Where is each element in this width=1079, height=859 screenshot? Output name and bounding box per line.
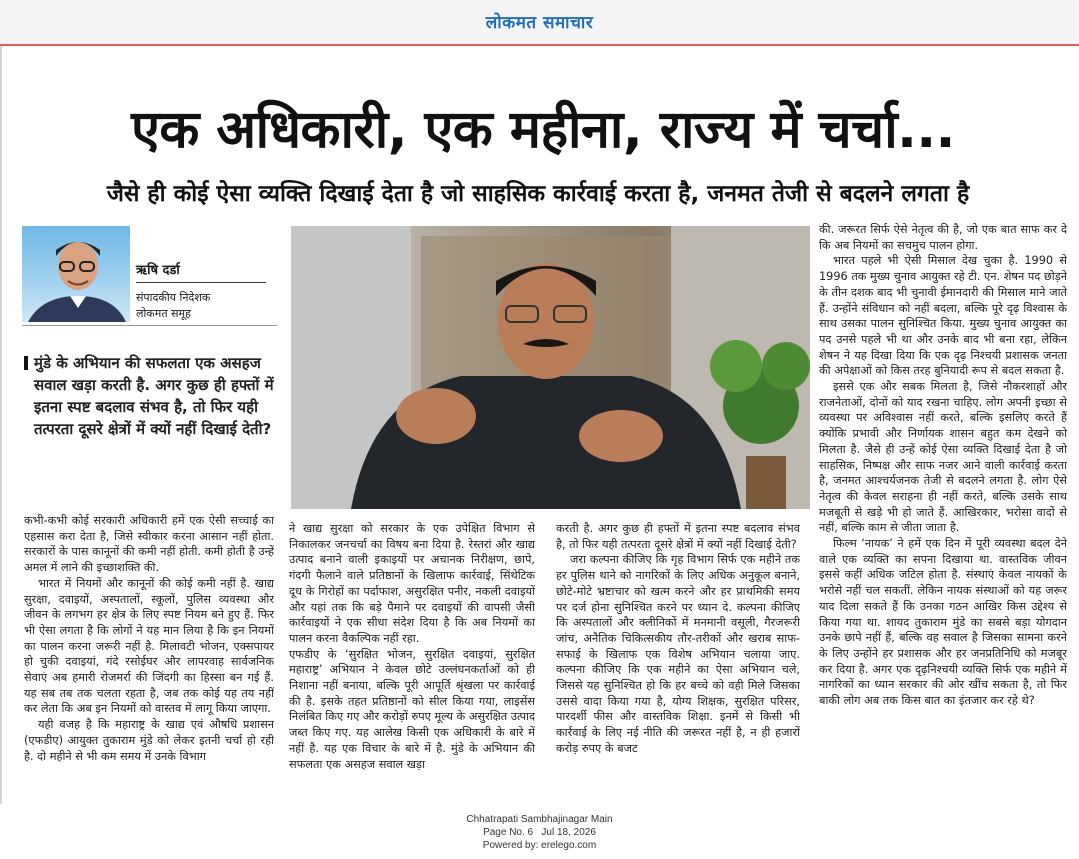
author-photo <box>22 226 130 322</box>
paragraph: ने खाद्य सुरक्षा को सरकार के एक उपेक्षित विभाग से निकालकर जनचर्चा का विषय बना दिया है. रेस्तरां और खाद्य उत्पाद बनाने वाली इकाइयों पर अचानक निरीक्षण, छापे, गंदगी फैलाने वाले प्रतिष्ठानों के खिलाफ कार्रवाई, सिंथेटिक दूध के गिरोहों का पर्दाफाश, असुरक्षित पनीर, नकली दवाइयों और यहां तक कि बड़े पैमाने पर दवाइयों की वापसी जैसी कार्रवाइयों ने एक सीधा संदेश दिया है कि अब नियमों का पालन करना वैकल्पिक नहीं रहा. <box>289 522 535 645</box>
paragraph: एफडीए के ‘सुरक्षित भोजन, सुरक्षित दवाइयां, सुरक्षित महाराष्ट्र’ अभियान ने केवल छोटे उल्लंघनकर्ताओं को ही निशाना नहीं बनाया, बल्कि पूरी आपूर्ति श्रृंखला पर कार्रवाई की है. इसके तहत प्रतिष्ठानों को सील किया गया, लाइसेंस निलंबित किए गए और करोड़ों रुपए मूल्य के असुरक्षित उत्पाद जब्त किए गए. यह आलेख किसी एक अधिकारी के बारे में नहीं है. यह एक विचार के बारे में है. मुंडे के अभियान की सफलता एक असहज सवाल खड़ा <box>289 647 535 771</box>
headline: एक अधिकारी, एक महीना, राज्य में चर्चा... <box>131 100 955 160</box>
paragraph: इससे एक और सबक मिलता है, जिसे नौकरशाहों और राजनेताओं, दोनों को याद रखना चाहिए. लोग अपनी इच्छा से व्यवस्था पर अविश्वास नहीं करते, बल्कि इसलिए करते हैं क्योंकि प्रभावी और निर्णायक शासन बहुत कम देखने को मिलता है. जैसे ही उन्हें कोई ऐसा व्यक्ति दिखाई देता है जो साहसिक, निष्पक्ष और साफ नजर आने वाली कार्रवाई करता है, जनमत आश्चर्यजनक तेजी से बदलने लगता है. लोग ऐसे नेतृत्व की केवल सराहना ही नहीं करते, बल्कि उसके साथ मजबूती से खड़े भी हो जाते हैं. आखिरकार, भरोसा वादों से नहीं, बल्कि काम से जीता जाता है. <box>819 380 1067 535</box>
pull-quote: मुंडे के अभियान की सफलता एक असहज सवाल खड़ा करती है. अगर कुछ ही हफ्तों में इतना स्पष्ट बदलाव संभव है, तो फिर यही तत्परता दूसरे क्षेत्रों में क्यों नहीं दिखाई देती? <box>34 354 274 438</box>
paragraph: भारत में नियमों और कानूनों की कोई कमी नहीं है. खाद्य सुरक्षा, दवाइयों, अस्पतालों, स्कूलों, पुलिस व्यवस्था और जीवन के लगभग हर क्षेत्र के लिए स्पष्ट नियम बने हुए हैं. फिर भी ऐसा लगता है कि लोगों ने यह मान लिया है कि इन नियमों का पालन करना जरूरी नहीं है. मिलावटी भोजन, एक्सपायर हो चुकी दवाइयां, गंदे रसोईघर और लापरवाह सार्वजनिक सेवाएं अब हमारी रोजमर्रा की जिंदगी का हिस्सा बन गई हैं. यह सब तब तक चलता रहता है, जब तक कोई यह तय नहीं कर लेता कि अब इन नियमों को वास्तव में लागू किया जाएगा. <box>24 576 274 716</box>
paragraph: की. जरूरत सिर्फ ऐसे नेतृत्व की है, जो एक बात साफ कर दे कि अब नियमों का सचमुच पालन होगा. <box>819 223 1067 252</box>
article-photo <box>291 226 810 509</box>
author-portrait-icon <box>22 226 130 322</box>
pull-quote-bar <box>24 356 28 370</box>
paragraph: भारत पहले भी ऐसी मिसाल देख चुका है. 1990 से 1996 तक मुख्य चुनाव आयुक्त रहे टी. एन. शेषन पद छोड़ने के तीन दशक बाद भी चुनावी ईमानदारी की मिसाल माने जाते हैं. उन्होंने संविधान को नहीं बदला, बल्कि पूरे दृढ़ विश्वास के साथ उसका पालन सुनिश्चित किया. मुख्य चुनाव आयुक्त का पद उनसे पहले भी था और उनके बाद भी बना रहा, लेकिन शेषन ने यह दिखा दिया कि एक दृढ़ निश्चयी प्रशासक जनता की अपेक्षाओं को किस तरह बुनियादी रूप से बदल सकता है. <box>819 254 1067 378</box>
author-org: लोकमत समूह <box>136 307 191 320</box>
article-column-1 <box>24 513 274 803</box>
footer-edition: Chhatrapati Sambhajinagar Main <box>466 814 613 825</box>
masthead-title: लोकमत समाचार <box>485 13 594 33</box>
page-footer <box>0 813 1079 852</box>
subheadline: जैसे ही कोई ऐसा व्यक्ति दिखाई देता है जो साहसिक कार्रवाई करता है, जनमत तेजी से बदलने लगता है <box>106 181 970 207</box>
paragraph: करती है. अगर कुछ ही हफ्तों में इतना स्पष्ट बदलाव संभव है, तो फिर यही तत्परता दूसरे क्षेत्रों में क्यों नहीं दिखाई देती? <box>556 522 800 551</box>
footer-powered-by[interactable]: Powered by: erelego.com <box>482 840 597 851</box>
article-column-4 <box>819 222 1067 803</box>
footer-page-date: Page No. 6 Jul 18, 2026 <box>483 827 596 838</box>
author-role: संपादकीय निदेशक <box>136 291 211 304</box>
paragraph: यही वजह है कि महाराष्ट्र के खाद्य एवं औषधि प्रशासन (एफडीए) आयुक्त तुकाराम मुंडे को लेकर इतनी चर्चा हो रही है. दो महीने से भी कम समय में उनके विभाग <box>24 718 274 763</box>
official-portrait-icon <box>291 226 810 509</box>
author-name: ऋषि दर्डा <box>136 260 266 283</box>
paragraph: जरा कल्पना कीजिए कि गृह विभाग सिर्फ एक महीने तक हर पुलिस थाने को नागरिकों के लिए अधिक अनुकूल बनाने, छोटे-मोटे भ्रष्टाचार को खत्म करने और हर प्राथमिकी समय पर दर्ज होना सुनिश्चित करने पर ध्यान दे. कल्पना कीजिए कि अस्पतालों और क्लीनिकों में मनमानी वसूली, गैरजरूरी जांच, अनैतिक चिकित्सकीय तौर-तरीकों और खराब साफ-सफाई के खिलाफ एक विशेष अभियान चलाया जाए. कल्पना कीजिए कि एक महीने का ऐसा अभियान चले, जिससे यह सुनिश्चित हो कि हर बच्चे को वही मिले जिसका उससे वादा किया गया है, योग्य शिक्षक, सुरक्षित परिसर, पारदर्शी फीस और वास्तविक शिक्षा. इनमें से किसी भी कार्रवाई के लिए नई नीति की जरूरत नहीं है, न ही हजारों करोड़ रुपए के बजट <box>556 553 800 755</box>
paragraph: फिल्म ‘नायक’ ने हमें एक दिन में पूरी व्यवस्था बदल देने वाले एक व्यक्ति का सपना दिखाया था. वास्तविक जीवन इससे कहीं अधिक जटिल होता है. संस्थाएं केवल नायकों के भरोसे नहीं चल सकतीं. लेकिन नायक संस्थाओं को यह जरूर याद दिला सकते हैं कि उनका गठन आखिर किस उद्देश्य से किया गया था. शायद तुकाराम मुंडे का सबसे बड़ा योगदान उनके छापे नहीं हैं, बल्कि वह सवाल है जिसका सामना करने के लिए उन्होंने हर प्रशासक और हर जनप्रतिनिधि को मजबूर कर दिया है. अगर एक दृढ़निश्चयी व्यक्ति सिर्फ एक महीने में नागरिकों का ध्यान सरकार की ओर खींच सकता है, तो फिर बाकी लोग अब तक किस बात का इंतजार कर रहे थे? <box>819 537 1067 708</box>
article-column-3 <box>556 521 800 803</box>
paragraph: कभी-कभी कोई सरकारी अधिकारी हमें एक ऐसी सच्चाई का एहसास करा देता है, जिसे स्वीकार करना आसान नहीं होता. सरकारों के पास कानूनों की कमी नहीं होती. कमी होती है उन्हें अमल में लाने की इच्छाशक्ति की. <box>24 514 274 575</box>
author-divider <box>22 325 277 326</box>
article-column-2 <box>289 521 535 803</box>
